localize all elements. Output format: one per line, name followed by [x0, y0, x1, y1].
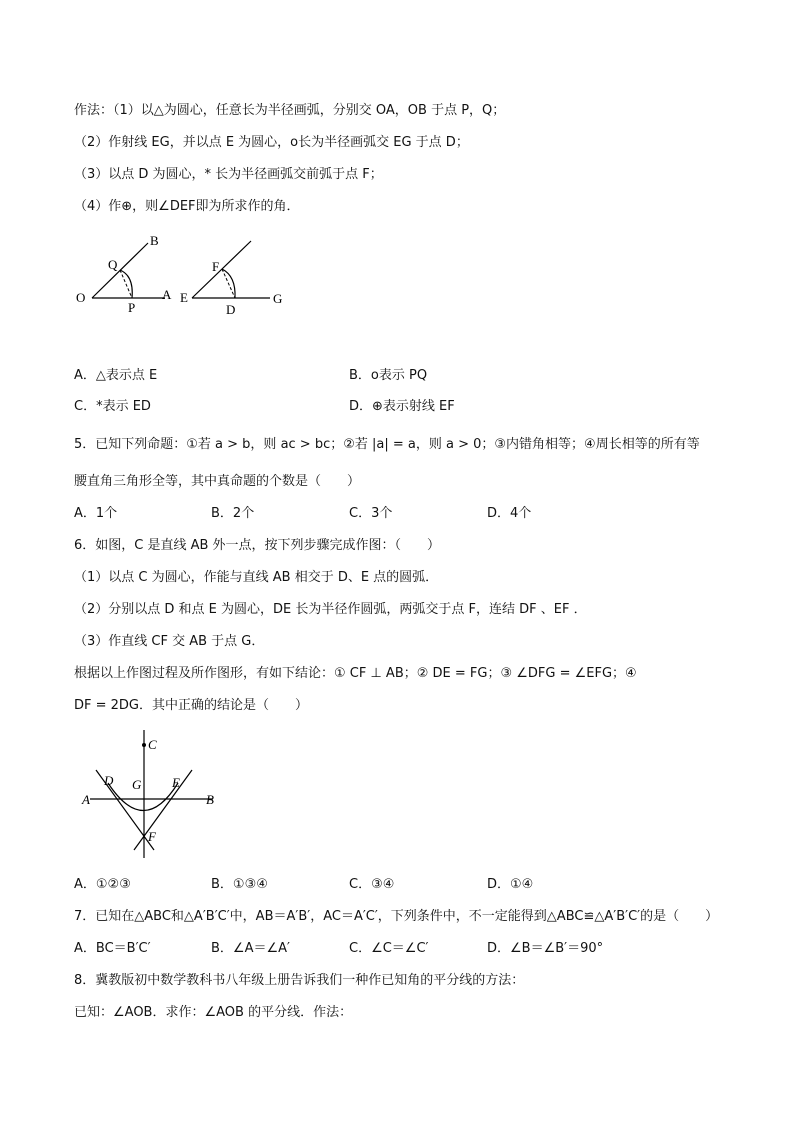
q6-figure — [78, 728, 228, 863]
q4-figure — [70, 226, 300, 326]
q6-conclusions: 根据以上作图过程及所作图形，有如下结论：① CF ⊥ AB；② DE = FG；③ ∠DFG = ∠EFG；④ — [74, 666, 637, 681]
q8-given: 已知：∠AOB．求作：∠AOB 的平分线．作法： — [74, 1005, 353, 1020]
label-O: O — [76, 290, 86, 305]
q7-stem: 7．已知在△ABC和△A′B′C′中，AB＝A′B′，AC＝A′C′，下列条件中，不一定能得到△ABC≌△A′B′C′的是（ ） — [74, 909, 719, 924]
q5-option-d: D．4个 — [487, 506, 532, 521]
q6-step1: （1）以点 C 为圆心，作能与直线 AB 相交于 D、E 点的圆弧． — [74, 570, 439, 585]
label-F: F — [148, 829, 156, 844]
q4-step3: （3）以点 D 为圆心，* 长为半径画弧交前弧于点 F； — [74, 167, 383, 182]
label-F: F — [212, 259, 220, 274]
ray-EF — [192, 241, 251, 298]
q7-option-b: B．∠A＝∠A′ — [211, 941, 290, 956]
q6-question: DF = 2DG．其中正确的结论是（ ） — [74, 698, 309, 713]
q6-stem: 6．如图，C 是直线 AB 外一点，按下列步骤完成作图：（ ） — [74, 538, 441, 553]
q6-option-b: B．①③④ — [211, 877, 268, 892]
q6-step2: （2）分别以点 D 和点 E 为圆心，DE 长为半径作圆弧，两弧交于点 F，连结 DF 、EF ． — [74, 602, 587, 617]
q6-option-c: C．③④ — [349, 877, 395, 892]
q7-option-a: A．BC＝B′C′ — [74, 941, 151, 956]
q5-option-c: C．3个 — [349, 506, 393, 521]
label-A: A — [82, 792, 90, 807]
label-G: G — [273, 291, 283, 306]
q8-stem: 8．冀教版初中数学教科书八年级上册告诉我们一种作已知角的平分线的方法： — [74, 973, 525, 988]
q4-option-d: D．⊕表示射线 EF — [349, 399, 455, 414]
q4-option-a: A．△表示点 E — [74, 368, 158, 383]
label-E: E — [172, 775, 180, 790]
point-C — [142, 743, 146, 747]
label-P: P — [128, 300, 136, 315]
label-D: D — [104, 773, 114, 788]
arc-DE — [108, 783, 178, 811]
q6-step3: （3）作直线 CF 交 AB 于点 G． — [74, 634, 265, 649]
label-G: G — [132, 777, 142, 792]
q4-step4: （4）作⊕，则∠DEF即为所求作的角． — [74, 199, 300, 214]
q4-option-b: B．o表示 PQ — [349, 368, 428, 383]
q6-option-a: A．①②③ — [74, 877, 131, 892]
q7-option-c: C．∠C＝∠C′ — [349, 941, 429, 956]
q4-step2: （2）作射线 EG，并以点 E 为圆心，o长为半径画弧交 EG 于点 D； — [74, 135, 469, 150]
label-D: D — [226, 302, 236, 317]
q5-stem-line2: 腰直角三角形全等，其中真命题的个数是（ ） — [74, 474, 361, 489]
q4-option-c: C．*表示 ED — [74, 399, 151, 414]
q5-stem-line1: 5．已知下列命题：①若 a > b，则 ac > bc；②若 |a| = a，则 a > 0；③内错角相等；④周长相等的所有等 — [74, 437, 700, 452]
label-Q: Q — [108, 257, 118, 272]
q5-option-a: A．1个 — [74, 506, 118, 521]
q6-option-d: D．①④ — [487, 877, 534, 892]
label-B: B — [150, 233, 159, 248]
q4-step1: 作法：（1）以△为圆心，任意长为半径画弧，分别交 OA，OB 于点 P，Q； — [74, 103, 506, 118]
q7-option-d: D．∠B＝∠B′＝90° — [487, 941, 604, 956]
q5-option-b: B．2个 — [211, 506, 255, 521]
label-A: A — [162, 287, 172, 302]
label-E: E — [180, 290, 188, 305]
label-B: B — [206, 792, 214, 807]
label-C: C — [148, 737, 157, 752]
